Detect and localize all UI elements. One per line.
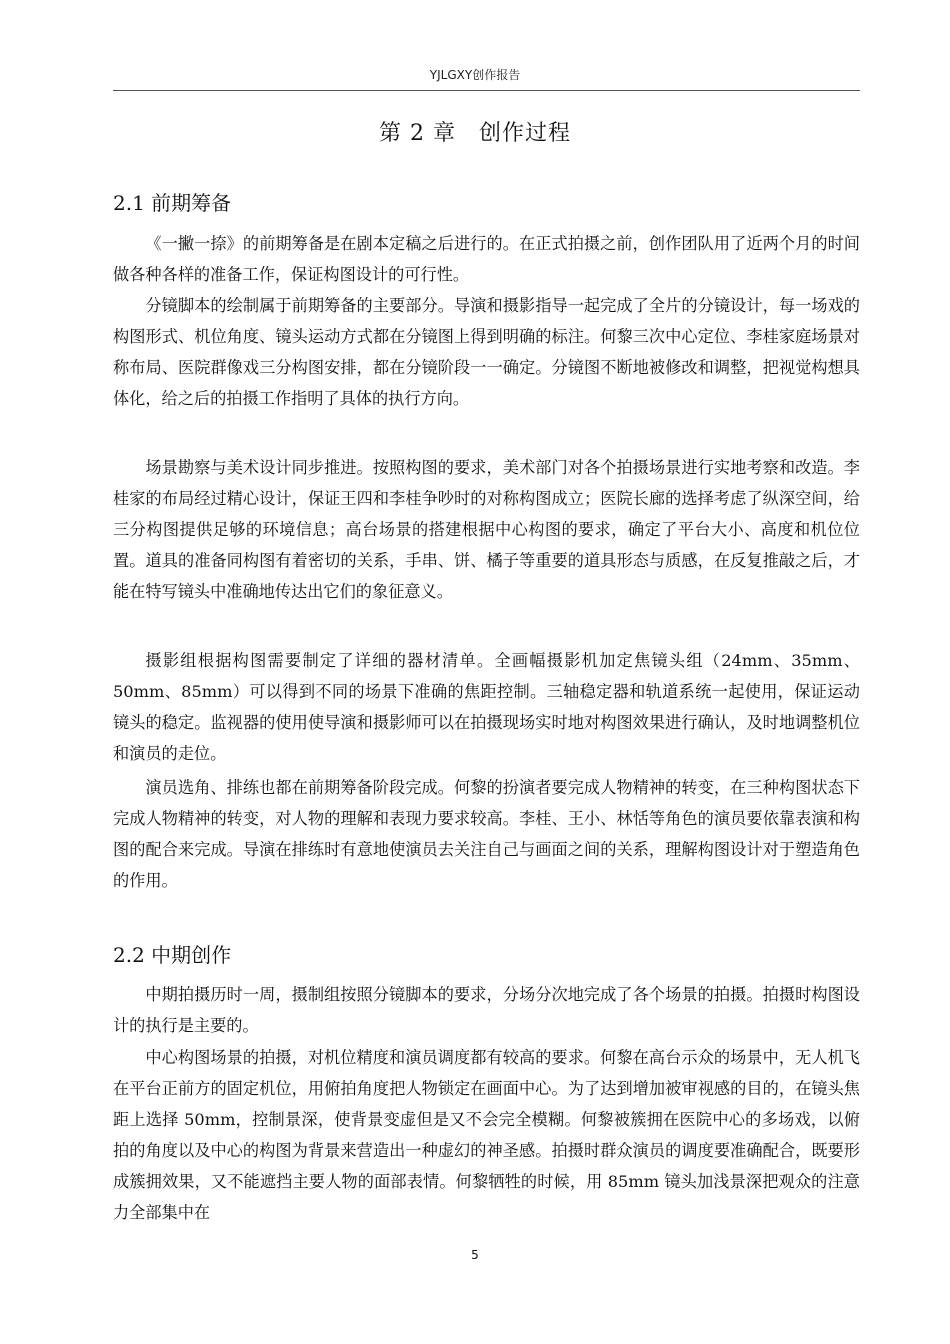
- section-heading-2-2: 2.2 中期创作: [113, 943, 232, 967]
- paragraph: 分镜脚本的绘制属于前期筹备的主要部分。导演和摄影指导一起完成了全片的分镜设计，每一场戏的构图形式、机位角度、镜头运动方式都在分镜图上得到明确的标注。何黎三次中心定位、李桂家庭场景对称布局、医院群像戏三分构图安排，都在分镜阶段一一确定。分镜图不断地被修改和调整，把视觉构想具体化，给之后的拍摄工作指明了具体的执行方向。: [113, 296, 860, 408]
- header-rule: [113, 90, 860, 91]
- page-number: 5: [471, 1248, 479, 1262]
- paragraph: 中心构图场景的拍摄，对机位精度和演员调度都有较高的要求。何黎在高台示众的场景中，无人机飞在平台正前方的固定机位，用俯拍角度把人物锁定在画面中心。为了达到增加被审视感的目的，在镜头焦距上选择 50mm，控制景深，使背景变虚但是又不会完全模糊。何黎被簇拥在医院中心的多场戏，以俯拍的角度以及中心的构图为背景来营造出一种虚幻的神圣感。拍摄时群众演员的调度要准确配合，既要形成簇拥效果，又不能遮挡主要人物的面部表情。何黎牺牲的时候，用 85mm 镜头加浅景深把观众的注意力全部集中在: [113, 1048, 860, 1222]
- paragraph: 摄影组根据构图需要制定了详细的器材清单。全画幅摄影机加定焦镜头组（24mm、35mm、50mm、85mm）可以得到不同的场景下准确的焦距控制。三轴稳定器和轨道系统一起使用，保证运动镜头的稳定。监视器的使用使导演和摄影师可以在拍摄现场实时地对构图效果进行确认，及时地调整机位和演员的走位。: [113, 651, 860, 763]
- paragraph: 场景勘察与美术设计同步推进。按照构图的要求，美术部门对各个拍摄场景进行实地考察和改造。李桂家的布局经过精心设计，保证王四和李桂争吵时的对称构图成立；医院长廊的选择考虑了纵深空间，给三分构图提供足够的环境信息；高台场景的搭建根据中心构图的要求，确定了平台大小、高度和机位位置。道具的准备同构图有着密切的关系，手串、饼、橘子等重要的道具形态与质感，在反复推敲之后，才能在特写镜头中准确地传达出它们的象征意义。: [113, 458, 860, 601]
- paragraph: 中期拍摄历时一周，摄制组按照分镜脚本的要求，分场分次地完成了各个场景的拍摄。拍摄时构图设计的执行是主要的。: [113, 985, 860, 1035]
- paragraph: 演员选角、排练也都在前期筹备阶段完成。何黎的扮演者要完成人物精神的转变，在三种构图状态下完成人物精神的转变，对人物的理解和表现力要求较高。李桂、王小、林恬等角色的演员要依靠表演和构图的配合来完成。导演在排练时有意地使演员去关注自己与画面之间的关系，理解构图设计对于塑造角色的作用。: [113, 778, 860, 890]
- running-header: YJLGXY创作报告: [429, 68, 521, 82]
- paragraph: 《一撇一捺》的前期筹备是在剧本定稿之后进行的。在正式拍摄之前，创作团队用了近两个月的时间做各种各样的准备工作，保证构图设计的可行性。: [113, 234, 860, 284]
- chapter-title: 第 2 章 创作过程: [379, 121, 571, 146]
- section-heading-2-1: 2.1 前期筹备: [113, 191, 232, 215]
